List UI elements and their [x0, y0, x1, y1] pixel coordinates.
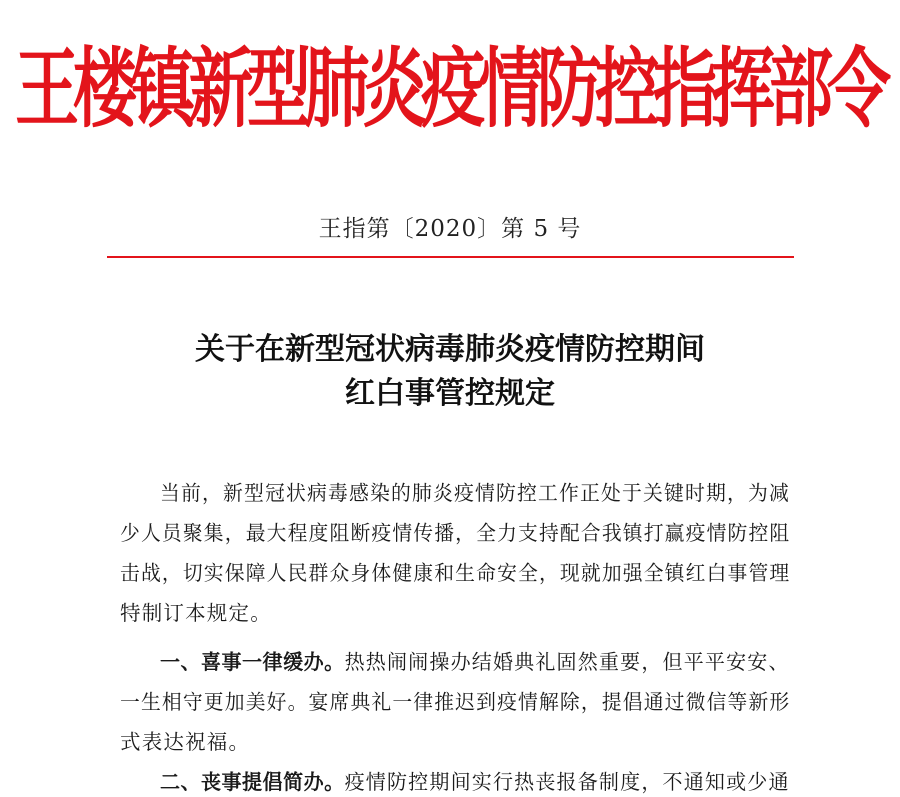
section-2-heading: 二、丧事提倡简办。	[160, 770, 345, 794]
intro-line-4: 特制订本规定。	[120, 601, 272, 625]
document-masthead: 王楼镇新型肺炎疫情防控指挥部令	[15, 40, 885, 141]
intro-line-2: 少人员聚集，最大程度阻断疫情传播，全力支持配合我镇打赢疫情防控阻	[120, 521, 791, 545]
section-1-line-1	[160, 647, 790, 677]
section-2-line-1	[160, 767, 790, 797]
document-title-line-2: 红白事管控规定	[345, 376, 555, 411]
section-1-line-1-text: 热热闹闹操办结婚典礼固然重要，但平平安安、	[344, 650, 790, 674]
document-title-line-1: 关于在新型冠状病毒肺炎疫情防控期间	[195, 332, 705, 367]
section-2-line-1-text: 疫情防控期间实行热丧报备制度，不通知或少通	[344, 770, 790, 794]
intro-line-1: 当前，新型冠状病毒感染的肺炎疫情防控工作正处于关键时期，为减	[160, 481, 790, 505]
section-1-heading: 一、喜事一律缓办。	[160, 650, 345, 674]
intro-line-3: 击战，切实保障人民群众身体健康和生命安全，现就加强全镇红白事管理	[120, 561, 791, 585]
document-number: 王指第〔2020〕第 5 号	[318, 216, 582, 242]
section-1-line-2: 一生相守更加美好。宴席典礼一律推迟到疫情解除，提倡通过微信等新形	[120, 690, 791, 714]
red-divider-line	[107, 256, 794, 258]
section-1-line-3: 式表达祝福。	[120, 730, 251, 754]
